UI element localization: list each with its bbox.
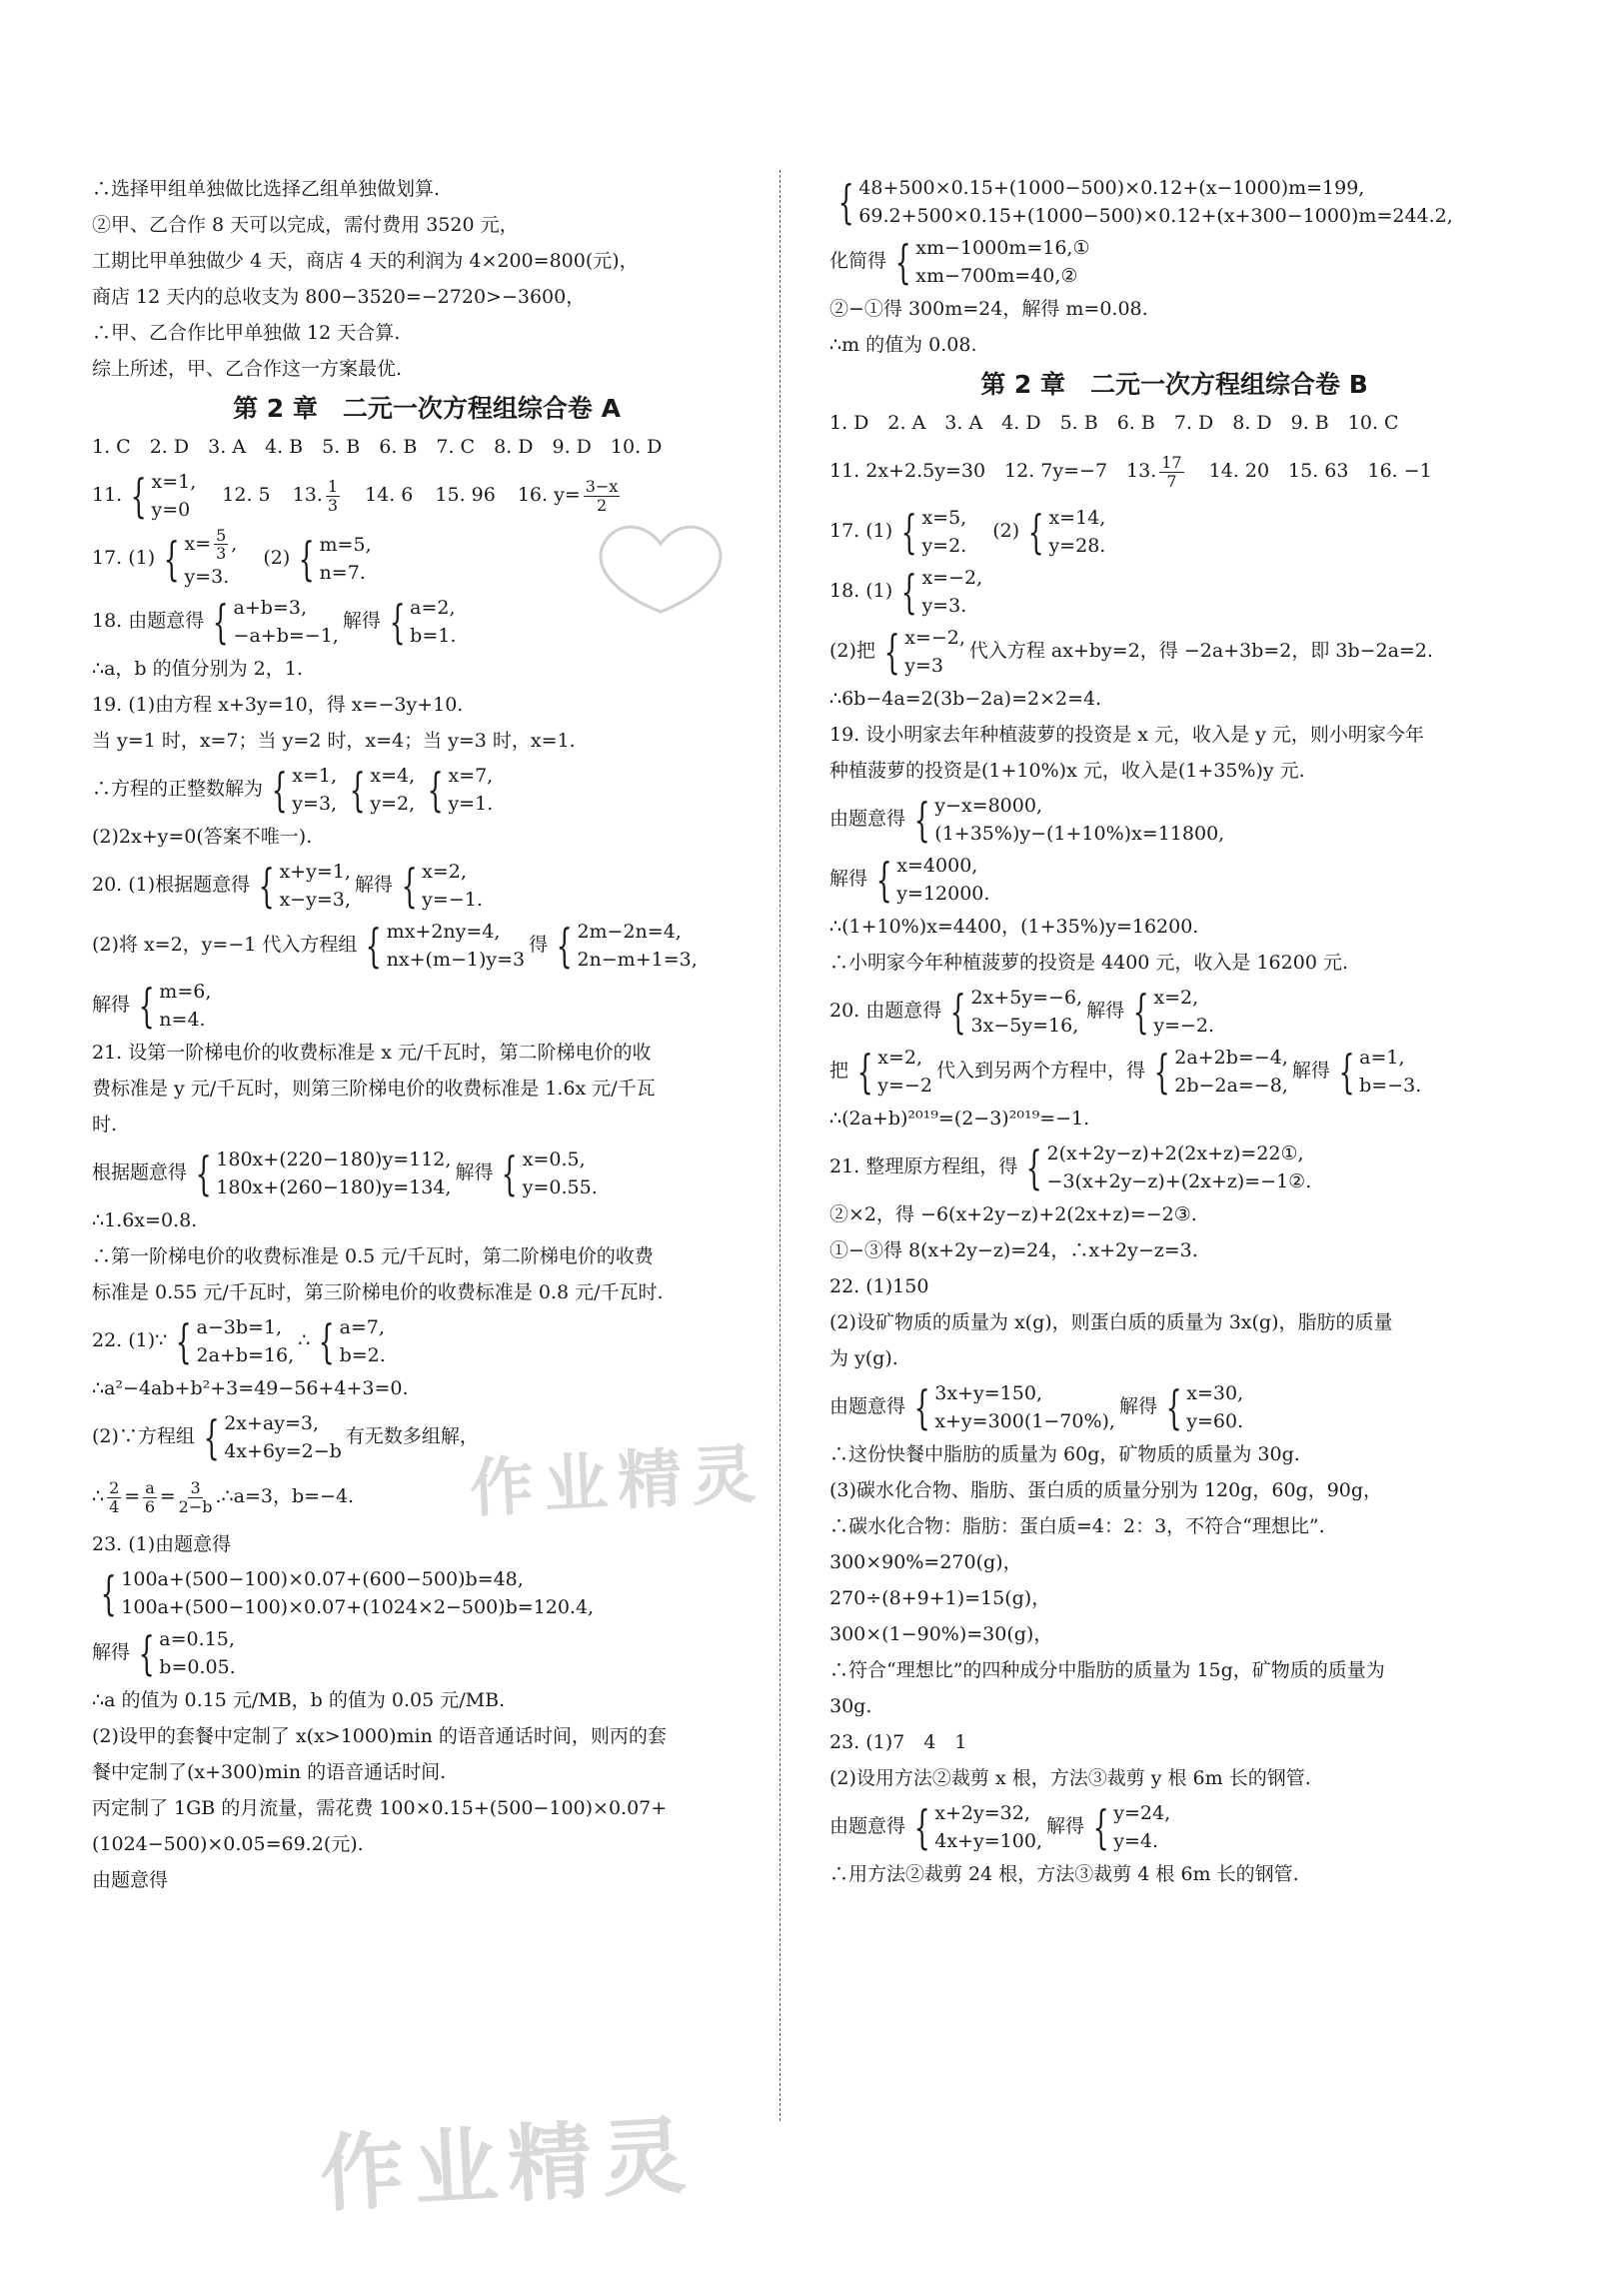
right-column — [829, 172, 1519, 1893]
answer-19-b-solution: 解得 { x=4000, y=12000. — [829, 853, 990, 907]
answer-23-a-system: { 100a+(500−100)×0.07+(600−500)b=48, 100a+(500−100)×0.07+(1024×2−500)b=120.4, — [100, 1566, 595, 1620]
fraction: $\frac{3-x}{2}$ — [585, 476, 619, 515]
text-line: (2)2x+y=0(答案不唯一). — [92, 826, 313, 849]
text-line: 由题意得 — [92, 1869, 169, 1892]
equation-system: { x= $\frac{5}{3}$ , y=3. — [163, 525, 238, 588]
answer-22-b-system: 由题意得 { 3x+y=150, x+y=300(1−70%), 解得 { x=30, y=60. — [829, 1380, 1244, 1434]
fraction: $\frac{1}{3}$ — [327, 476, 339, 515]
text-line: 22. (1)150 — [829, 1275, 929, 1298]
answer-21-a-system: 根据题意得 { 180x+(220−180)y=112, 180x+(260−180)y=134, 解得 { x=0.5, y=0.55. — [92, 1147, 598, 1200]
equation-system: { m=5, n=7. — [298, 532, 372, 586]
text-line: ∴甲、乙合作比甲单独做 12 天合算. — [92, 322, 401, 345]
text-line: ∴第一阶梯电价的收费标准是 0.5 元/千瓦时，第二阶梯电价的收费 — [92, 1245, 654, 1268]
text-line: 19. 设小明家去年种植菠萝的投资是 x 元，收入是 y 元，则小明家今年 — [829, 724, 1424, 747]
answer-18-a: 18. 由题意得 { a+b=3, −a+b=−1, 解得 { a=2, b=1. — [92, 595, 457, 649]
text-line: ∴(2a+b)²⁰¹⁹=(2−3)²⁰¹⁹=−1. — [829, 1108, 1090, 1131]
text-line: 种植菠萝的投资是(1+10%)x 元，收入是(1+35%)y 元. — [829, 760, 1305, 783]
column-divider — [780, 170, 781, 2121]
text-line: 为 y(g). — [829, 1347, 898, 1370]
answers-11-16-a: 11. { x=1, y=0 12. 5 13. $\frac{1}{3}$ 14. 6 15. 96 16. y= $\frac{3-x}{2}$ — [92, 469, 619, 523]
text-line: ①−③得 8(x+2y−z)=24，∴x+2y−z=3. — [829, 1239, 1198, 1262]
text-line: ∴这份快餐中脂肪的质量为 60g，矿物质的质量为 30g. — [829, 1443, 1300, 1466]
text-line: (1024−500)×0.05=69.2(元). — [92, 1833, 364, 1856]
answer-18-b-part2: (2)把 { x=−2, y=3 代入方程 ax+by=2，得 −2a+3b=2，即 3b−2a=2. — [829, 625, 1434, 679]
answer-19-b-system: 由题意得 { y−x=8000, (1+35%)y−(1+10%)x=11800, — [829, 793, 1225, 847]
text-line: 30g. — [829, 1695, 872, 1718]
text-line: ∴用方法②裁剪 24 根，方法③裁剪 4 根 6m 长的钢管. — [829, 1863, 1299, 1886]
heart-stamp-logo — [586, 520, 736, 620]
text-line: ∴符合“理想比”的四种成分中脂肪的质量为 15g，矿物质的质量为 — [829, 1659, 1385, 1682]
answer-22-a-part2: (2)∵方程组 { 2x+ay=3, 4x+6y=2−b 有无数多组解， — [92, 1410, 479, 1464]
answer-17-b: 17. (1) { x=5, y=2. (2) { x=14, y=28. — [829, 505, 1106, 559]
text-line: (3)碳水化合物、脂肪、蛋白质的质量分别为 120g，60g，90g， — [829, 1479, 1383, 1502]
text-line: 标准是 0.55 元/千瓦时，第三阶梯电价的收费标准是 0.8 元/千瓦时. — [92, 1281, 664, 1304]
text-line: 餐中定制了(x+300)min 的语音通话时间. — [92, 1761, 447, 1784]
text-line: ∴小明家今年种植菠萝的投资是 4400 元，收入是 16200 元. — [829, 952, 1348, 975]
left-column — [92, 172, 762, 1899]
text-line: (2)设用方法②裁剪 x 根，方法③裁剪 y 根 6m 长的钢管. — [829, 1767, 1311, 1790]
text-line: ②甲、乙合作 8 天可以完成，需付费用 3520 元， — [92, 214, 519, 237]
text-line: ②×2，得 −6(x+2y−z)+2(2x+z)=−2③. — [829, 1203, 1197, 1226]
answer-20-b-part2: 把 { x=2, y=−2 代入到另两个方程中，得 { 2a+2b=−4, 2b−2a=−8, 解得 { a=1, b=−3. — [829, 1045, 1422, 1099]
text-line: ∴1.6x=0.8. — [92, 1209, 198, 1232]
text-line: 时. — [92, 1114, 118, 1137]
text-line: ∴a 的值为 0.15 元/MB，b 的值为 0.05 元/MB. — [92, 1689, 506, 1712]
text-line: 19. (1)由方程 x+3y=10，得 x=−3y+10. — [92, 694, 464, 717]
answer-17-a: 17. (1) { x= $\frac{5}{3}$ , y=3. (2) { m=5, n=7. — [92, 526, 762, 592]
text-line: 丙定制了 1GB 的月流量，需花费 100×0.15+(500−100)×0.07+ — [92, 1797, 668, 1820]
text-line: 费标准是 y 元/千瓦时，则第三阶梯电价的收费标准是 1.6x 元/千瓦 — [92, 1078, 656, 1101]
watermark: 作业精灵 — [317, 2106, 699, 2224]
choice-answers-a: 1. C 2. D 3. A 4. B 5. B 6. B 7. C 8. D 9. D 10. D — [92, 436, 663, 459]
answer-22-a-part1: 22. (1)∵ { a−3b=1, 2a+b=16, ∴ { a=7, b=2. — [92, 1314, 386, 1368]
text-line: 21. 设第一阶梯电价的收费标准是 x 元/千瓦时，第二阶梯电价的收 — [92, 1042, 652, 1065]
answer-22-a-part3: ∴ $\frac{2}{4}$ = $\frac{a}{6}$ = $\frac{3}{2-b}$ .∴a=3，b=−4. — [92, 1477, 355, 1516]
section-title-b: 第 2 章 二元一次方程组综合卷 B — [980, 370, 1368, 400]
answer-23-b-system: 由题意得 { x+2y=32, 4x+y=100, 解得 { y=24, y=4. — [829, 1800, 1171, 1854]
watermark: 作业精灵 — [468, 1437, 768, 1527]
answer-18-b-part1: 18. (1) { x=−2, y=3. — [829, 565, 983, 619]
text-line: 300×(1−90%)=30(g)， — [829, 1623, 1053, 1646]
text-line: ∴m 的值为 0.08. — [829, 334, 977, 357]
simplified-system: 化简得 { xm−1000m=16,① xm−700m=40,② — [829, 235, 1090, 289]
continued-system: { 48+500×0.15+(1000−500)×0.12+(x−1000)m=199, 69.2+500×0.15+(1000−500)×0.12+(x+300−1000)m=244.2, — [837, 175, 1453, 229]
answer-20-a-part1: 20. (1)根据题意得 { x+y=1, x−y=3, 解得 { x=2, y=−1. — [92, 859, 483, 913]
text-line: 工期比甲单独做少 4 天，商店 4 天的利润为 4×200=800(元)， — [92, 250, 639, 273]
text-line: (2)设甲的套餐中定制了 x(x>1000)min 的语音通话时间，则丙的套 — [92, 1725, 667, 1748]
answer-21-b-system: 21. 整理原方程组，得 { 2(x+2y−z)+2(2x+z)=22①, −3(x+2y−z)+(2x+z)=−1②. — [829, 1141, 1312, 1194]
answer-20-a-part2: (2)将 x=2，y=−1 代入方程组 { mx+2ny=4, nx+(m−1)y=3 得 { 2m−2n=4, 2n−m+1=3, — [92, 919, 698, 973]
text-line: 综上所述，甲、乙合作这一方案最优. — [92, 358, 403, 381]
text-line: 商店 12 天内的总收支为 800−3520=−2720>−3600， — [92, 286, 586, 309]
text-line: ∴碳水化合物：脂肪：蛋白质=4：2：3，不符合“理想比”. — [829, 1515, 1325, 1538]
text-line: ∴选择甲组单独做比选择乙组单独做划算. — [92, 178, 441, 201]
equation-system: { x=1, y=0 — [130, 469, 197, 523]
text-line: ∴a，b 的值分别为 2，1. — [92, 658, 303, 681]
choice-answers-b: 1. D 2. A 3. A 4. D 5. B 6. B 7. D 8. D 9. B 10. C — [829, 412, 1399, 435]
answer-20-a-part3: 解得 { m=6, n=4. — [92, 979, 212, 1033]
answer-19-a-solutions: ∴方程的正整数解为 { x=1, y=3, { x=4, y=2, { x=7, y=1. — [92, 763, 494, 817]
text-line: 300×90%=270(g)， — [829, 1551, 1022, 1574]
answer-20-b-part1: 20. 由题意得 { 2x+5y=−6, 3x−5y=16, 解得 { x=2, y=−2. — [829, 985, 1215, 1039]
text-line: ∴6b−4a=2(3b−2a)=2×2=4. — [829, 688, 1102, 711]
equation-system: { a+b=3, −a+b=−1, — [212, 595, 339, 649]
answers-11-16-b: 11. 2x+2.5y=30 12. 7y=−7 13. $\frac{17}{7}$ 14. 20 15. 63 16. −1 — [829, 452, 1432, 491]
text-line: 23. (1)由题意得 — [92, 1533, 232, 1556]
equation-system: { a=2, b=1. — [389, 595, 457, 649]
answer-23-a-solution: 解得 { a=0.15, b=0.05. — [92, 1626, 236, 1680]
text-line: 270÷(8+9+1)=15(g)， — [829, 1587, 1051, 1610]
text-line: ②−①得 300m=24，解得 m=0.08. — [829, 298, 1148, 321]
section-title-a: 第 2 章 二元一次方程组综合卷 A — [233, 394, 621, 424]
text-line: 23. (1)7 4 1 — [829, 1731, 967, 1754]
text-line: ∴(1+10%)x=4400，(1+35%)y=16200. — [829, 916, 1199, 939]
text-line: 当 y=1 时，x=7；当 y=2 时，x=4；当 y=3 时，x=1. — [92, 730, 576, 753]
text-line: (2)设矿物质的质量为 x(g)，则蛋白质的质量为 3x(g)，脂肪的质量 — [829, 1311, 1393, 1334]
text-line: ∴a²−4ab+b²+3=49−56+4+3=0. — [92, 1377, 409, 1400]
